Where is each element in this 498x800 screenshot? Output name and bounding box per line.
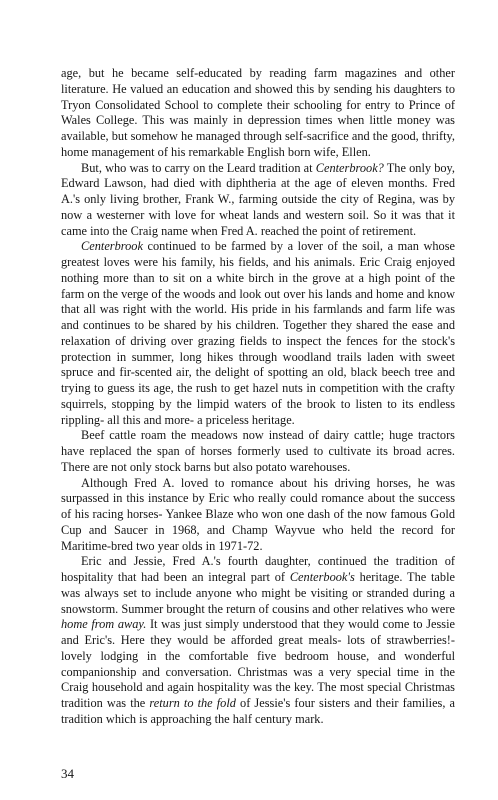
text-run: But, who was to carry on the Leard tradition at [81,160,316,175]
text-run: The only boy, Edward Lawson, had died with diphtheria at the age of eleven months. Fred A.'s only living brother, Frank W., farming outside the city of Regina, was by now a westerner with love for wheat lands and western soil. So it was that it came into the Craig name when Fred A. reached the point of retirement. [61,160,455,238]
paragraph [61,554,455,727]
paragraph [61,476,455,555]
text-run: continued to be farmed by a lover of the soil, a man whose greatest loves were his family, his fields, and his animals. Eric Craig enjoyed nothing more than to sit on a white birch in the grove at a high point of the farm on the verge of the woods and look out over his lands and home and know that all was right with the world. His pride in his farmlands and farm life was and continues to be shared by his children. Together they shared the ease and relaxation of driving over grazing fields to inspect the fences for the stock's protection in summer, long hikes through woodland trails laden with sweet spruce and fir-scented air, the delight of spotting an old, black beech tree and trying to guess its age, the rush to get hazel nuts in competition with the crafty squirrels, stopping by the limpid waters of the brook to listen to its endless rippling- all this and more- a priceless heritage. [61,239,455,427]
italic-text-run: return to the fold [149,696,236,710]
text-run: It was just simply understood that they would come to Jessie and Eric's. Here they would be afforded great meals- lots of strawberries!- lovely lodging in the comfortable five bedroom house, and wonderful companionship and conversation. Christmas was a very special time in the Craig household and again hospitality was the key. The most special Christmas tradition was the [61,617,455,710]
paragraph [61,66,455,161]
text-run: age, but he became self-educated by reading farm magazines and other literature. He valued an education and showed this by sending his daughters to Tryon Consolidated School to complete their schooling for entry to Prince of Wales College. This was mainly in depression times when little money was available, but somehow he managed through self-sacrifice and the good, thrifty, home management of his remarkable English born wife, Ellen. [61,66,455,159]
italic-text-run: Centerbook's [289,570,355,584]
text-run: Although Fred A. loved to romance about his driving horses, he was surpassed in this instance by Eric who really could romance about the success of his racing horses- Yankee Blaze who won one dash of the now famous Gold Cup and Saucer in 1968, and Champ Wayvue who held the record for Maritime-bred two year olds in 1971-72. [61,475,455,553]
italic-text-run: home from away. [61,617,147,632]
italic-text-run: Centerbrook? [315,160,384,175]
page-number: 34 [61,766,74,781]
paragraph [61,428,455,475]
italic-text-run: Centerbrook [81,239,143,254]
body-text [61,66,455,728]
paragraph [61,161,455,240]
text-run: of Jessie's four sisters and their families, a tradition which is approaching the half century mark. [61,696,456,726]
text-run: Beef cattle roam the meadows now instead of dairy cattle; huge tractors have replaced the span of horses formerly used to cultivate its broad acres. There are not only stock barns but also potato warehouses. [61,428,455,474]
text-run: heritage. The table was always set to include anyone who might be visiting or stranded during a snowstorm. Summer brought the return of cousins and other relatives who were [61,570,455,616]
text-run: Eric and Jessie, Fred A.'s fourth daughter, continued the tradition of hospitality that had been an integral part of [61,554,455,584]
paragraph [61,239,455,428]
